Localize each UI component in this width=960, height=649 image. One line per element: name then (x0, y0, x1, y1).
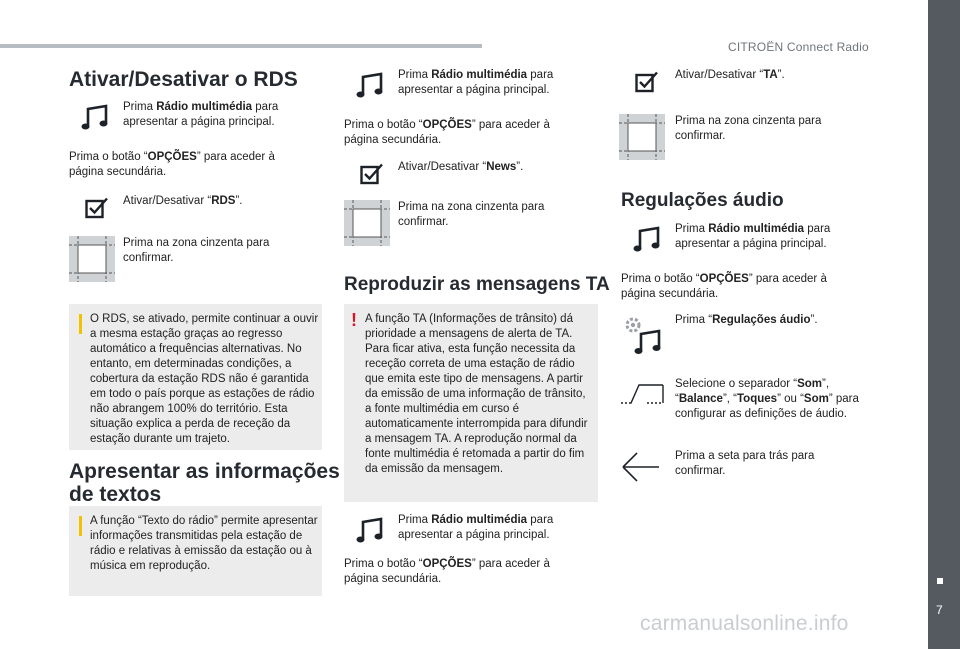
section-title-text: Apresentar as informações de textos (69, 460, 340, 506)
grey-zone-icon (344, 200, 390, 246)
paragraph: Prima o botão “OPÇÕES” para aceder à página secundária. (69, 151, 275, 178)
header-title: CITROËN Connect Radio (728, 40, 869, 54)
grey-zone-icon (69, 236, 115, 282)
step-text: Prima Rádio multimédia para apresentar a página principal. (675, 223, 831, 250)
checkbox-icon (360, 163, 384, 185)
end-marker (937, 578, 943, 584)
step-text: Prima na zona cinzenta para confirmar. (675, 115, 822, 142)
page-number: 7 (936, 603, 943, 617)
section-title-ta: Reproduzir as mensagens TA (344, 274, 610, 295)
watermark: carmanualsonline.info (640, 612, 849, 635)
step-text: Ativar/Desativar “TA”. (675, 69, 785, 81)
note-ta (344, 304, 598, 502)
music-note-icon (354, 517, 388, 547)
step-text: Prima “Regulações áudio”. (675, 314, 818, 326)
section-title-rds: Ativar/Desativar o RDS (69, 68, 298, 91)
settings-music-icon (623, 315, 665, 357)
grey-zone-icon (619, 114, 665, 160)
step-text: Prima Rádio multimédia para apresentar a página principal. (398, 514, 554, 541)
checkbox-icon (85, 197, 109, 219)
note-text: A função “Texto do rádio” permite apresentar informações transmitidas pela estação de rádio e relativas à emissão da estação ou à música em reprodução. (90, 515, 318, 572)
note-text-info (69, 506, 322, 596)
header-rule (0, 44, 482, 48)
note-rds (69, 304, 322, 450)
paragraph: Prima o botão “OPÇÕES” para aceder à página secundária. (344, 558, 550, 585)
checkbox-icon (635, 71, 659, 93)
note-bar (79, 314, 82, 334)
section-title-audio: Regulações áudio (621, 190, 784, 211)
step-text: Prima Rádio multimédia para apresentar a página principal. (398, 69, 554, 96)
paragraph: Prima o botão “OPÇÕES” para aceder à página secundária. (344, 119, 550, 146)
music-note-icon (631, 226, 665, 256)
back-arrow-icon (621, 449, 661, 485)
step-text: Prima a seta para trás para confirmar. (675, 450, 815, 477)
paragraph: Prima o botão “OPÇÕES” para aceder à página secundária. (621, 273, 827, 300)
page-sidebar (928, 0, 960, 649)
step-text: Ativar/Desativar “RDS”. (123, 195, 243, 207)
step-text: Prima na zona cinzenta para confirmar. (123, 237, 270, 264)
step-text: Selecione o separador “Som”, “Balance”, “Toques” ou “Som” para configurar as definições de áudio. (675, 378, 859, 420)
step-text: Prima na zona cinzenta para confirmar. (398, 201, 545, 228)
step-text: Prima Rádio multimédia para apresentar a página principal. (123, 101, 279, 128)
note-bar (79, 516, 82, 536)
music-note-icon (354, 72, 388, 102)
music-note-icon (79, 104, 113, 134)
note-text: O RDS, se ativado, permite continuar a ouvir a mesma estação graças ao regresso automático a frequências alternativas. No entanto, em determinadas condições, a cobertura da estação RDS não é garantida em todo o país porque as estações de rádio não abrangem 100% do território. Esta situação explica a perda de receção da estação durante um trajeto. (90, 313, 319, 445)
step-text: Ativar/Desativar “News”. (398, 161, 524, 173)
tab-selector-icon (621, 381, 665, 407)
note-text: A função TA (Informações de trânsito) dá prioridade a mensagens de alerta de TA. Para ficar ativa, esta função necessita da receção correta de uma estação de rádio que emita este tipo de mensagens. A partir da emissão de uma informação de trânsito, a fonte multimédia em curso é automaticamente interrompida para difundir a mensagem TA. A reprodução normal da fonte multimédia é retomada a partir do fim da emissão da mensagem. (365, 313, 588, 475)
warning-icon: ! (351, 310, 357, 330)
